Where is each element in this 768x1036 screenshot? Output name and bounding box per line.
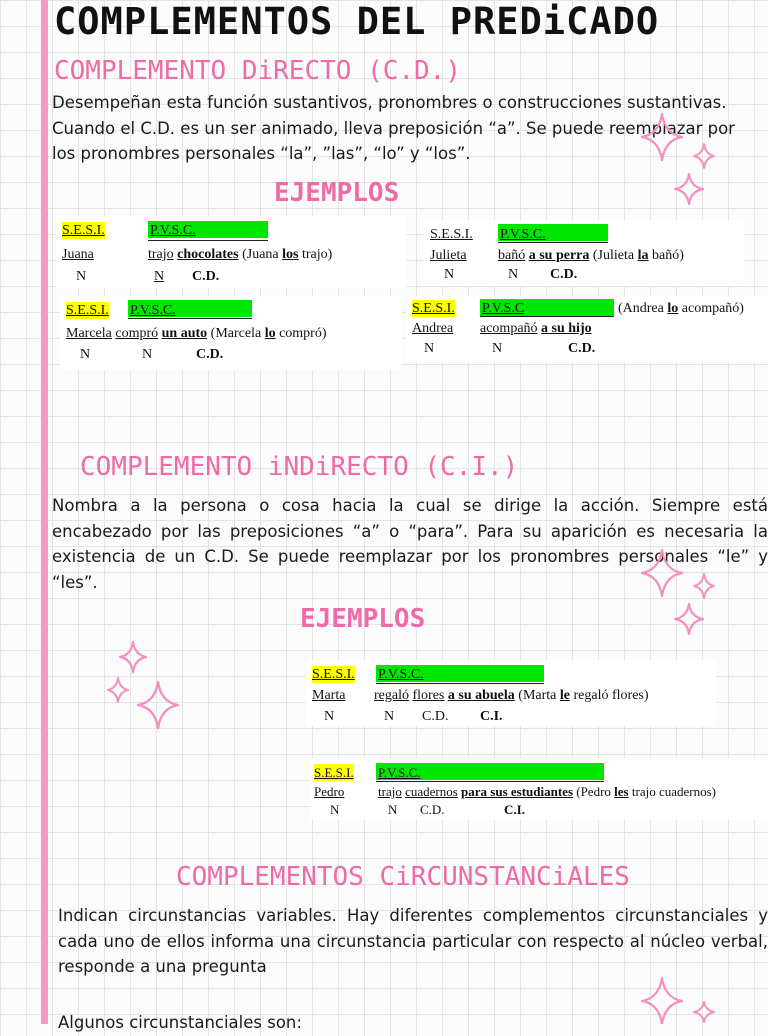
sesi-label: S.E.S.I. <box>62 223 105 238</box>
sparkle-icon <box>640 976 684 1024</box>
cd-line-3: los pronombres personales “la”, ”las”, “lo” y “los”. <box>52 144 471 163</box>
cd-example-1: S.E.S.I. P.V.S.C. Juana trajo chocolates (Juana los trajo) N N C.D. <box>56 216 406 288</box>
pvsc-label: P.V.S.C. <box>378 667 424 682</box>
ci-example-2: S.E.S.I. P.V.S.C. Pedro trajo cuadernos para sus estudiantes (Pedro les trajo cuadernos) N N C.D. C.I. <box>310 758 768 820</box>
sesi-label: S.E.S.I. <box>312 667 355 682</box>
sentence: Marcela compró un auto (Marcela lo compró) <box>66 326 327 341</box>
cd-example-2: S.E.S.I. P.V.S.C. Julieta bañó a su perra (Julieta la bañó) N N C.D. <box>424 220 744 286</box>
subject: Julieta <box>430 248 467 263</box>
cc-subtext: Algunos circunstanciales son: <box>58 1013 302 1032</box>
cd-line-2: Cuando el C.D. es un ser animado, lleva preposición “a”. Se puede reemplazar por <box>52 118 735 138</box>
sparkle-icon <box>640 548 684 598</box>
cd-example-3: S.E.S.I. P.V.S.C. Marcela compró un auto (Marcela lo compró) N N C.D. <box>60 296 402 370</box>
sparkle-icon <box>118 640 148 674</box>
cc-heading: COMPLEMENTOS CiRCUNSTANCiALES <box>176 862 630 892</box>
pvsc-label: P.V.S.C. <box>500 227 546 242</box>
sparkle-icon <box>106 676 130 704</box>
sesi-label: S.E.S.I. <box>66 303 109 318</box>
predicate: acompañó a su hijo <box>480 321 592 336</box>
pvsc-label: P.V.S.C. <box>150 223 196 238</box>
sparkle-icon <box>692 142 716 170</box>
ci-example-1: S.E.S.I. P.V.S.C. Marta regaló flores a su abuela (Marta le regaló flores) N N C.D. C.I. <box>306 660 716 726</box>
sparkle-icon <box>692 572 716 600</box>
sparkle-icon <box>673 602 705 636</box>
subject: Juana <box>62 247 94 262</box>
pvsc-label: P.V.S.C. <box>378 765 421 780</box>
sparkle-icon <box>136 680 180 730</box>
cc-paragraph: Indican circunstancias variables. Hay diferentes complementos circunstanciales y cada uno de ellos informa una circunstancia particular con respecto al núcleo verbal, responde a una pregunta <box>58 906 768 976</box>
sparkle-icon <box>673 172 705 206</box>
predicate: bañó a su perra (Julieta la bañó) <box>498 248 684 263</box>
sesi-label: S.E.S.I. <box>430 227 473 242</box>
ci-heading: COMPLEMENTO iNDiRECTO (C.I.) <box>80 452 519 482</box>
cd-examples-heading: EJEMPLOS <box>274 178 400 208</box>
sesi-label: S.E.S.I. <box>412 301 455 316</box>
cd-heading: COMPLEMENTO DiRECTO (C.D.) <box>54 56 461 86</box>
cd-example-4: S.E.S.I. P.V.S.C (Andrea lo acompañó) Andrea acompañó a su hijo N N C.D. <box>406 296 768 362</box>
sparkle-icon <box>640 112 684 162</box>
subject: Pedro <box>314 784 345 799</box>
predicate: trajo chocolates (Juana los trajo) <box>148 247 333 262</box>
cd-line-1: Desempeñan esta función sustantivos, pronombres o construcciones sustantivas. <box>52 93 727 112</box>
predicate: trajo cuadernos para sus estudiantes (Pedro les trajo cuadernos) <box>378 784 716 799</box>
predicate: regaló flores a su abuela (Marta le regaló flores) <box>374 688 649 703</box>
page-title: COMPLEMENTOS DEL PREDiCADO <box>54 0 660 43</box>
margin-bar <box>41 0 48 1024</box>
ci-examples-heading: EJEMPLOS <box>300 604 426 634</box>
paraphrase: (Andrea lo acompañó) <box>618 301 744 316</box>
pvsc-label: P.V.S.C <box>482 301 525 316</box>
subject: Marta <box>312 688 346 703</box>
ci-paragraph: Nombra a la persona o cosa hacia la cual se dirige la acción. Siempre está encabezado por las preposiciones “a” o “para”. Para su aparición es necesaria la existencia de un C.D. Se puede reemplazar por los pronombres personales “le” y “les”. <box>52 496 768 592</box>
subject: Andrea <box>412 321 454 336</box>
pvsc-label: P.V.S.C. <box>130 303 176 318</box>
sesi-label: S.E.S.I. <box>314 765 354 780</box>
sparkle-icon <box>692 1000 716 1024</box>
